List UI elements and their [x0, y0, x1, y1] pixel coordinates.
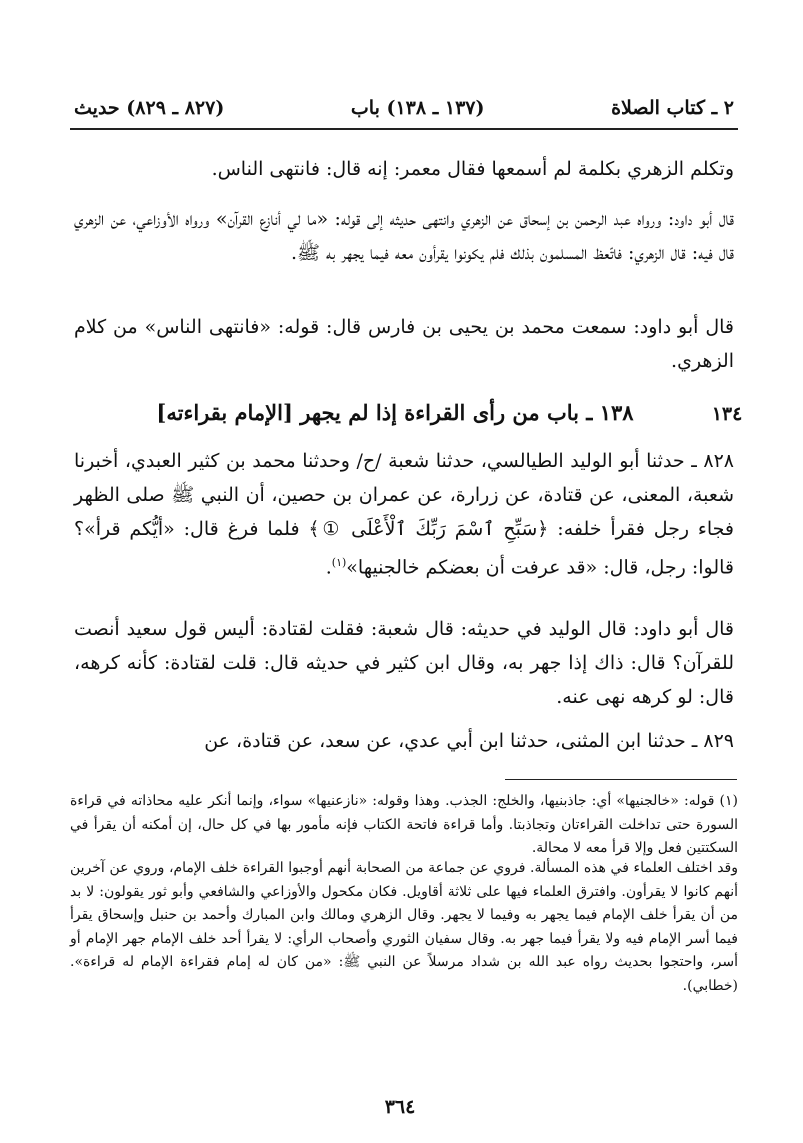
footnote-marker: (١)	[331, 556, 347, 569]
paragraph-text: قال أبو داود: ورواه عبد الرحمن بن إسحاق عن الزهري وانتهى حديثه إلى قوله: «ما لي أنازع القرآن» ورواه الأوزاعي، عن الزهري قال فيه: قال الزهري: فاتّعظ المسلمون بذلك فلم يكونوا يقرأون معه فيما يجهر به ﷺ.	[74, 208, 734, 264]
header-book-title: ٢ ـ كتاب الصلاة	[611, 97, 734, 119]
paragraph	[74, 612, 734, 714]
footnote-divider	[505, 779, 737, 780]
header-divider	[70, 128, 738, 130]
page-number: ٣٦٤	[384, 1096, 416, 1118]
paragraph	[74, 310, 734, 378]
hadith-paragraph	[74, 444, 734, 584]
footnote	[70, 857, 738, 998]
footnote-text: (١) قوله: «خالجنيها» أي: جاذبنيها، والخلج: الجذب. وهذا وقوله: «نازعنيها» سواء، وإنما أنكر عليه محاذاته في قراءة السورة حتى تداخلت القراءتان وتجاذبتا. وأما قراءة فاتحة الكتاب فإنه مأمور بها في كل حال، إن أمكنه أن يقرأ في السكتتين فعل وإلا قرأ معه لا محالة.	[70, 793, 738, 856]
footnote	[70, 790, 738, 861]
chapter-number: ١٣٤	[711, 403, 743, 425]
hadith-829-text: ٨٢٩ ـ حدثنا ابن المثنى، حدثنا ابن أبي عدي، عن سعد، عن قتادة، عن	[204, 730, 734, 752]
hadith-828-text: ٨٢٨ ـ حدثنا أبو الوليد الطيالسي، حدثنا شعبة /ح/ وحدثنا محمد بن كثير العبدي، أخبرنا شعبة، المعنى، عن قتادة، عن زرارة، عن عمران بن حصين، أن النبي ﷺ صلى الظهر فجاء رجل فقرأ خلفه: ﴿سَبِّحِ ٱسْمَ رَبِّكَ ٱلْأَعْلَى ①﴾ فلما فرغ قال: «أيُّكم قرأ»؟ قالوا: رجل، قال: «قد عرفت أن بعضكم خالجنيها»	[74, 450, 734, 579]
running-header	[74, 94, 734, 122]
paragraph-text: قال أبو داود: قال الوليد في حديثه: قال شعبة: فقلت لقتادة: أليس قول سعيد أنصت للقرآن؟ قال: ذاك إذا جهر به، وقال ابن كثير في حديثه قال: قلت لقتادة: كأنه كرهه، قال: لو كرهه نهى عنه.	[74, 618, 734, 708]
paragraph-text: قال أبو داود: سمعت محمد بن يحيى بن فارس قال: قوله: «فانتهى الناس» من كلام الزهري.	[74, 316, 734, 372]
header-hadith-range: (٨٢٧ ـ ٨٢٩) حديث	[74, 97, 225, 119]
hadith-paragraph	[74, 724, 734, 758]
header-chapter-range: (١٣٧ ـ ١٣٨) باب	[350, 97, 485, 119]
chapter-heading: ١٣٨ ـ باب من رأى القراءة إذا لم يجهر [الإمام بقراءته]	[156, 400, 634, 425]
hadith-text: ٨٢٨ ـ حدثنا أبو الوليد الطيالسي، حدثنا شعبة /ح/ وحدثنا محمد بن كثير العبدي، أخبرنا شعبة، المعنى، عن قتادة، عن زرارة، عن عمران بن حصين، أن النبي ﷺ صلى الظهر فجاء رجل فقرأ خلفه: ﴿سَبِّحِ ٱسْمَ رَبِّكَ ٱلْأَعْلَى ①﴾ فلما فرغ قال: «أيُّكم قرأ»؟ قالوا: رجل، قال: «قد عرفت أن بعضكم خالجنيها»$^{(١)}$.	[74, 450, 734, 579]
paragraph	[74, 152, 734, 186]
paragraph-text: وتكلم الزهري بكلمة لم أسمعها فقال معمر: إنه قال: فانتهى الناس.	[211, 158, 734, 180]
paragraph	[74, 202, 734, 270]
footnote-text: وقد اختلف العلماء في هذه المسألة. فروي عن جماعة من الصحابة أنهم أوجبوا القراءة خلف الإمام، وروي عن آخرين أنهم كانوا لا يقرأون. وافترق العلماء فيها على ثلاثة أقاويل. فكان مكحول والأوزاعي والشافعي وأبو ثور يقولون: لا بد من أن يقرأ خلف الإمام فيما يجهر به وفيما لا يجهر. وقال الزهري ومالك وابن المبارك وأحمد بن حنبل وإسحاق يقرأ فيما أسر الإمام فيه ولا يقرأ فيما جهر به. وقال سفيان الثوري وأصحاب الرأي: لا يقرأ أحد خلف الإمام جهر الإمام أو أسر، واحتجوا بحديث رواه عبد الله بن شداد مرسلاً عن النبي ﷺ: «من كان له إمام فقراءة الإمام له قراءة». (خطابي).	[70, 860, 738, 994]
